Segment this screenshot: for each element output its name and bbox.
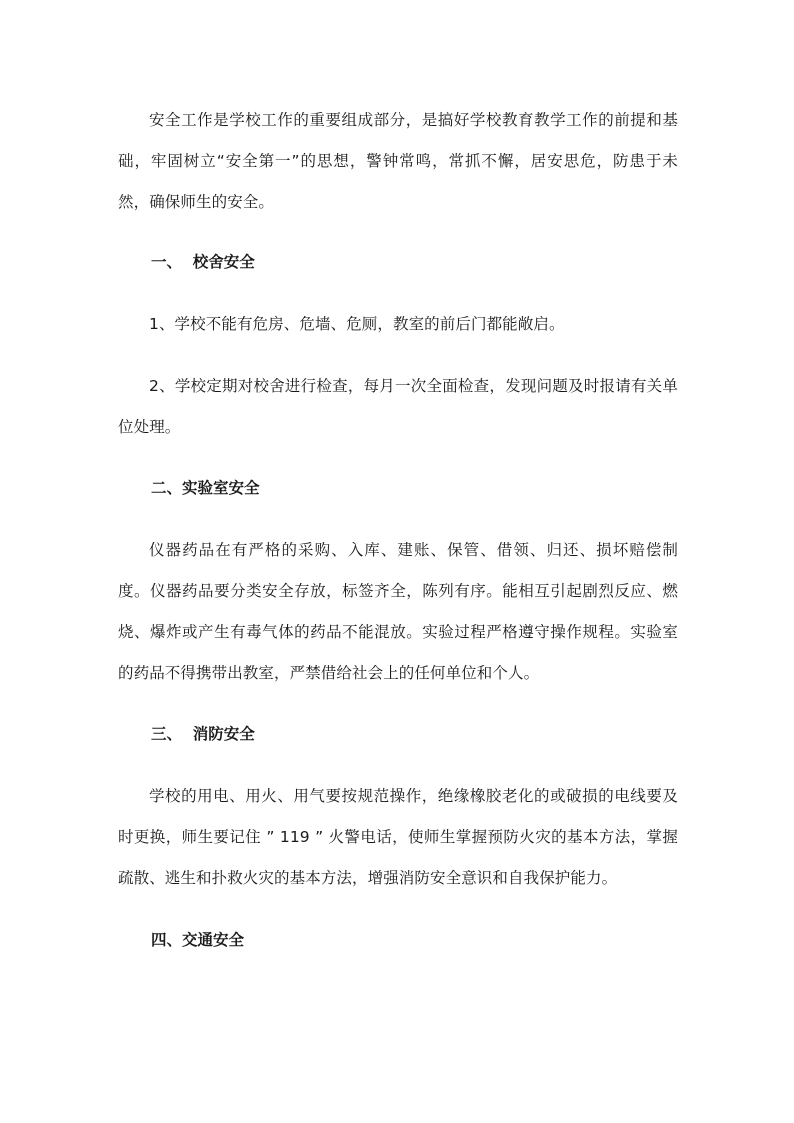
intro-paragraph: 安全工作是学校工作的重要组成部分，是搞好学校教育教学工作的前提和基础，牢固树立“安全第一”的思想，警钟常鸣，常抓不懈，居安思危，防患于未然，确保师生的安全。 <box>118 111 678 211</box>
fire-safety-paragraph: 学校的用电、用火、用气要按规范操作，绝缘橡胶老化的或破损的电线要及时更换，师生要记住 ” 119 ” 火警电话，使师生掌握预防火灾的基本方法，掌握疏散、逃生和扑救火灾的基本方法，增强消防安全意识和自我保护能力。 <box>118 787 678 887</box>
section-heading-lab-safety: 二、实验室安全 <box>151 479 260 497</box>
section-heading-fire-safety: 三、 消防安全 <box>151 725 255 743</box>
campus-safety-item-2: 2、学校定期对校舍进行检查，每月一次全面检查，发现问题及时报请有关单位处理。 <box>118 377 678 436</box>
section-heading-traffic-safety: 四、交通安全 <box>151 931 245 949</box>
campus-safety-item-1: 1、学校不能有危房、危墙、危厕，教室的前后门都能敞启。 <box>149 315 565 333</box>
section-heading-campus-safety: 一、 校舍安全 <box>151 253 255 271</box>
lab-safety-paragraph: 仪器药品在有严格的采购、入库、建账、保管、借领、归还、损坏赔偿制度。仪器药品要分类安全存放，标签齐全，陈列有序。能相互引起剧烈反应、燃烧、爆炸或产生有毒气体的药品不能混放。实验过程严格遵守操作规程。实验室的药品不得携带出教室，严禁借给社会上的任何单位和个人。 <box>118 541 678 682</box>
